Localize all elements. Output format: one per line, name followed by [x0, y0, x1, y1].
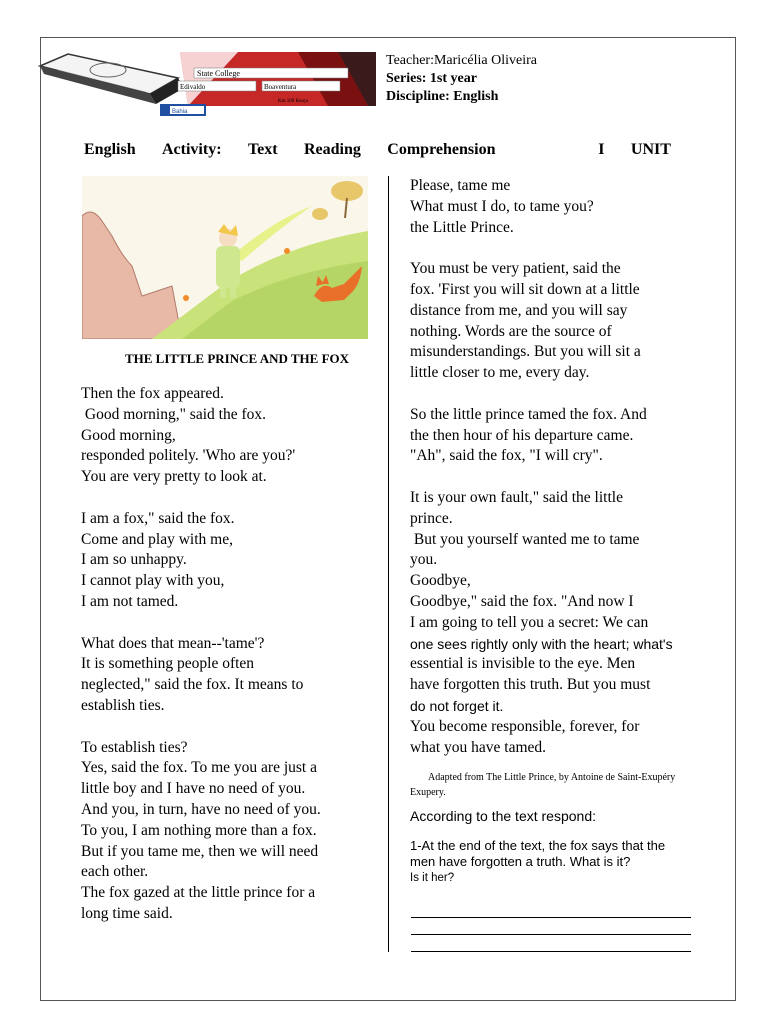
story-line: Goodbye," said the fox. "And now I: [410, 592, 634, 610]
activity-word: Text: [247, 141, 278, 158]
question-1: [410, 838, 710, 886]
story-line: neglected," said the fox. It means to: [81, 676, 304, 694]
logo-address: Km 100 Boaçu: [278, 99, 309, 104]
story-line: little boy and I have no need of you.: [81, 780, 306, 798]
answer-line[interactable]: [411, 917, 691, 918]
question-text: Is it her?: [410, 872, 455, 884]
logo-name-right: Boaventura: [264, 83, 297, 91]
story-line: fox. 'First you will sit down at a little: [410, 280, 640, 298]
logo-name-left: Edivaldo: [180, 83, 206, 91]
story-line: little closer to me, every day.: [410, 364, 590, 382]
story-line: do not forget it.: [410, 697, 504, 714]
paragraph-gap: [410, 467, 710, 488]
source-credit: [410, 770, 710, 800]
story-line: prince.: [410, 509, 453, 527]
story-line: But if you tame me, then we will need: [81, 842, 319, 860]
story-line: I am going to tell you a secret: We can: [410, 613, 649, 631]
story-line: So the little prince tamed the fox. And: [410, 405, 647, 423]
story-line: I am not tamed.: [81, 592, 179, 610]
story-line: I am so unhappy.: [81, 551, 187, 569]
story-line: "Ah", said the fox, "I will cry".: [410, 447, 603, 465]
story-line: essential is invisible to the eye. Men: [410, 655, 636, 673]
story-line: establish ties.: [81, 696, 165, 714]
story-line: the Little Prince.: [410, 218, 514, 236]
activity-word: English: [84, 141, 136, 158]
paragraph-gap: [410, 238, 710, 259]
story-line: You must be very patient, said the: [410, 260, 621, 278]
story-line: What must I do, to tame you?: [410, 197, 594, 215]
series-label: Series: 1st year: [386, 71, 477, 86]
story-line: responded politely. 'Who are you?': [81, 447, 296, 465]
story-line: misunderstandings. But you will sit a: [410, 343, 641, 361]
story-line: what you have tamed.: [410, 738, 547, 756]
story-line: I am a fox," said the fox.: [81, 509, 235, 527]
paragraph-gap: [81, 488, 381, 509]
credit-line: Adapted from The Little Prince, by Antoine de Saint-Exupéry: [428, 772, 676, 783]
story-line: Yes, said the fox. To me you are just a: [81, 759, 317, 777]
story-line: long time said.: [81, 904, 173, 922]
story-line: You become responsible, forever, for: [410, 717, 640, 735]
story-line: But you yourself wanted me to tame: [410, 530, 640, 548]
story-line: Good morning,: [81, 426, 176, 444]
story-line: And you, in turn, have no need of you.: [81, 800, 321, 818]
story-line: I cannot play with you,: [81, 572, 225, 590]
school-logo: [38, 48, 376, 120]
logo-state: Bahia: [172, 109, 188, 115]
question-text: 1-At the end of the text, the fox says that the: [410, 838, 666, 853]
story-line: one sees rightly only with the heart; what's: [410, 635, 673, 652]
credit-line: Exupery.: [410, 787, 446, 798]
story-line: To you, I am nothing more than a fox.: [81, 821, 317, 839]
story-line: Then the fox appeared.: [81, 385, 224, 402]
teacher-info: [386, 52, 537, 106]
story-line: nothing. Words are the source of: [410, 322, 612, 340]
paragraph-gap: [410, 384, 710, 405]
story-right-column: [410, 176, 710, 758]
question-text: men have forgotten a truth. What is it?: [410, 854, 631, 869]
story-line: have forgotten this truth. But you must: [410, 676, 651, 694]
teacher-name: Teacher:Maricélia Oliveira: [386, 53, 537, 68]
unit-number: I: [598, 141, 605, 158]
column-divider: [388, 176, 389, 952]
story-line: What does that mean--'tame'?: [81, 634, 265, 652]
activity-word: Activity:: [162, 141, 222, 158]
story-line: It is something people often: [81, 655, 255, 673]
story-line: The fox gazed at the little prince for a: [81, 884, 316, 902]
book-icon: [40, 54, 184, 104]
paragraph-gap: [81, 717, 381, 738]
story-title: THE LITTLE PRINCE AND THE FOX: [124, 351, 350, 366]
unit-label: UNIT: [630, 141, 671, 158]
answer-line[interactable]: [411, 934, 691, 935]
exercise-instruction: According to the text respond:: [410, 808, 596, 824]
story-line: distance from me, and you will say: [410, 301, 628, 319]
story-line: To establish ties?: [81, 738, 188, 756]
answer-line[interactable]: [411, 951, 691, 952]
story-line: Come and play with me,: [81, 530, 233, 548]
activity-title: [84, 141, 671, 159]
prince-icon: [216, 224, 240, 298]
activity-word: Comprehension: [387, 141, 496, 158]
story-line: Please, tame me: [410, 177, 511, 194]
story-line: the then hour of his departure came.: [410, 426, 634, 444]
story-line: You are very pretty to look at.: [81, 468, 267, 486]
story-line: you.: [410, 551, 438, 569]
activity-word: Reading: [303, 141, 361, 158]
logo-school-text: State College: [197, 69, 240, 78]
story-line: Goodbye,: [410, 572, 471, 590]
story-line: each other.: [81, 863, 149, 881]
paragraph-gap: [81, 613, 381, 634]
story-left-column: [81, 384, 381, 925]
story-line: Good morning," said the fox.: [81, 405, 266, 423]
little-prince-illustration: [82, 176, 368, 339]
discipline-label: Discipline: English: [386, 89, 499, 104]
story-line: It is your own fault," said the little: [410, 488, 623, 506]
flower-icon: [183, 295, 189, 301]
